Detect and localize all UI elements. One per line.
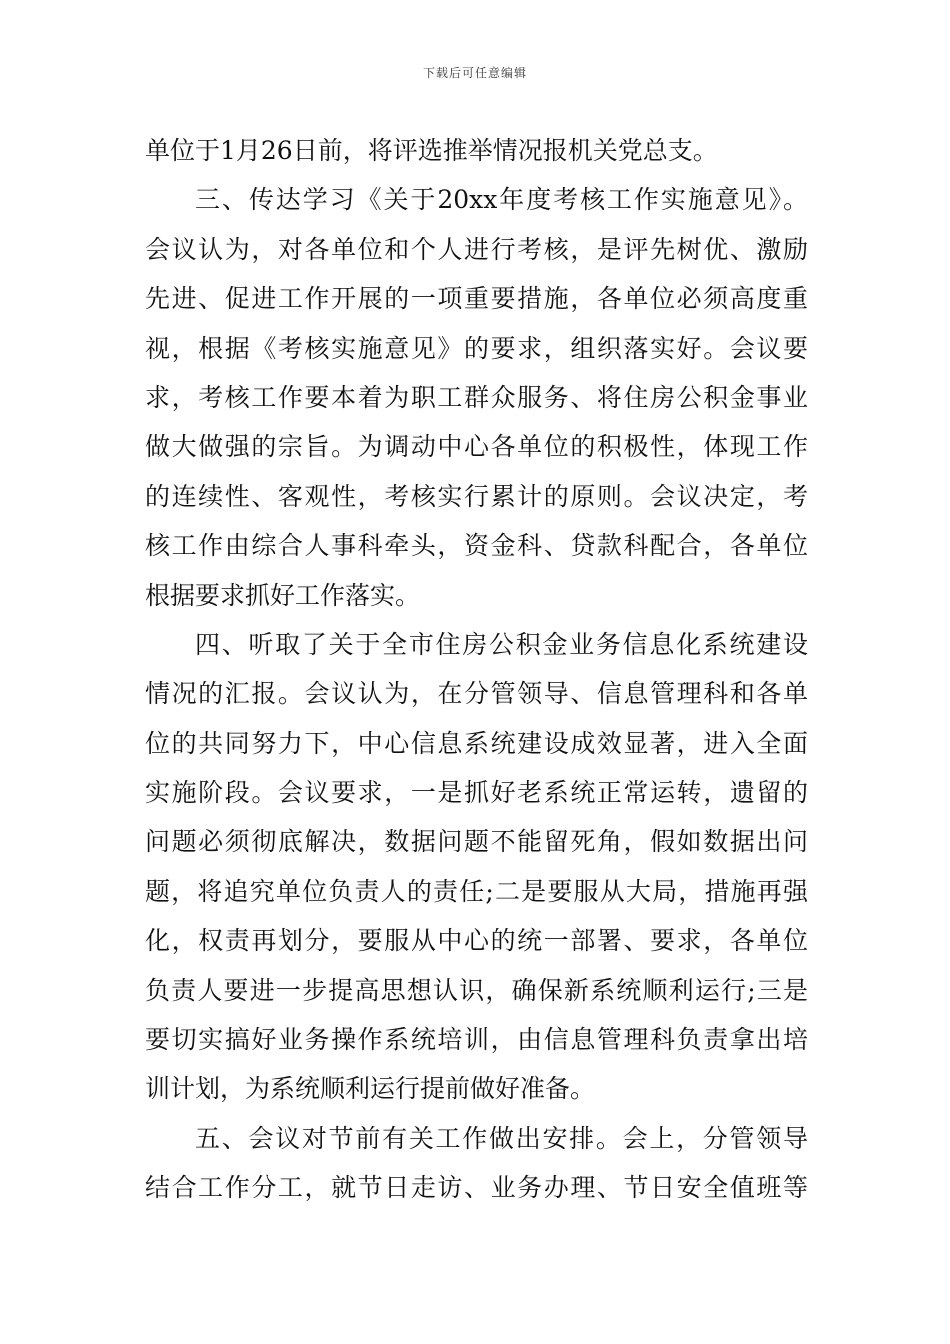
page-header: 下载后可任意编辑 xyxy=(422,66,527,80)
text-line: 的连续性、客观性，考核实行累计的原则。会议决定，考 xyxy=(145,481,808,511)
text-line: 会议认为，对各单位和个人进行考核，是评先树优、激励 xyxy=(145,234,808,264)
text-line: 做大做强的宗旨。为调动中心各单位的积极性，体现工作 xyxy=(145,432,808,462)
text-line: 题，将追究单位负责人的责任;二是要服从大局，措施再强 xyxy=(145,876,808,906)
text-line: 要切实搞好业务操作系统培训，由信息管理科负责拿出培 xyxy=(145,1025,808,1055)
text-line: 四、听取了关于全市住房公积金业务信息化系统建设 xyxy=(195,629,808,659)
text-line: 负责人要进一步提高思想认识，确保新系统顺利运行;三是 xyxy=(145,975,808,1005)
text-line: 先进、促进工作开展的一项重要措施，各单位必须高度重 xyxy=(145,284,808,314)
text-line: 三、传达学习《关于20xx年度考核工作实施意见》。 xyxy=(195,185,808,215)
text-line: 核工作由综合人事科牵头，资金科、贷款科配合，各单位 xyxy=(145,531,808,561)
text-line: 单位于1月26日前，将评选推举情况报机关党总支。 xyxy=(145,136,718,165)
text-line: 求，考核工作要本着为职工群众服务、将住房公积金事业 xyxy=(145,382,808,412)
text-line: 训计划，为系统顺利运行提前做好准备。 xyxy=(145,1074,596,1104)
text-line: 化，权责再划分，要服从中心的统一部署、要求，各单位 xyxy=(145,926,808,956)
text-line: 情况的汇报。会议认为，在分管领导、信息管理科和各单 xyxy=(145,679,808,709)
text-line: 五、会议对节前有关工作做出安排。会上，分管领导 xyxy=(195,1123,808,1153)
text-line: 结合工作分工，就节日走访、业务办理、节日安全值班等 xyxy=(145,1173,808,1203)
text-line: 视，根据《考核实施意见》的要求，组织落实好。会议要 xyxy=(145,333,808,363)
text-line: 实施阶段。会议要求，一是抓好老系统正常运转，遗留的 xyxy=(145,778,808,808)
text-line: 位的共同努力下，中心信息系统建设成效显著，进入全面 xyxy=(145,728,808,758)
document-body xyxy=(145,126,808,1213)
text-line: 问题必须彻底解决，数据问题不能留死角，假如数据出问 xyxy=(145,827,808,857)
text-line: 根据要求抓好工作落实。 xyxy=(145,580,421,610)
